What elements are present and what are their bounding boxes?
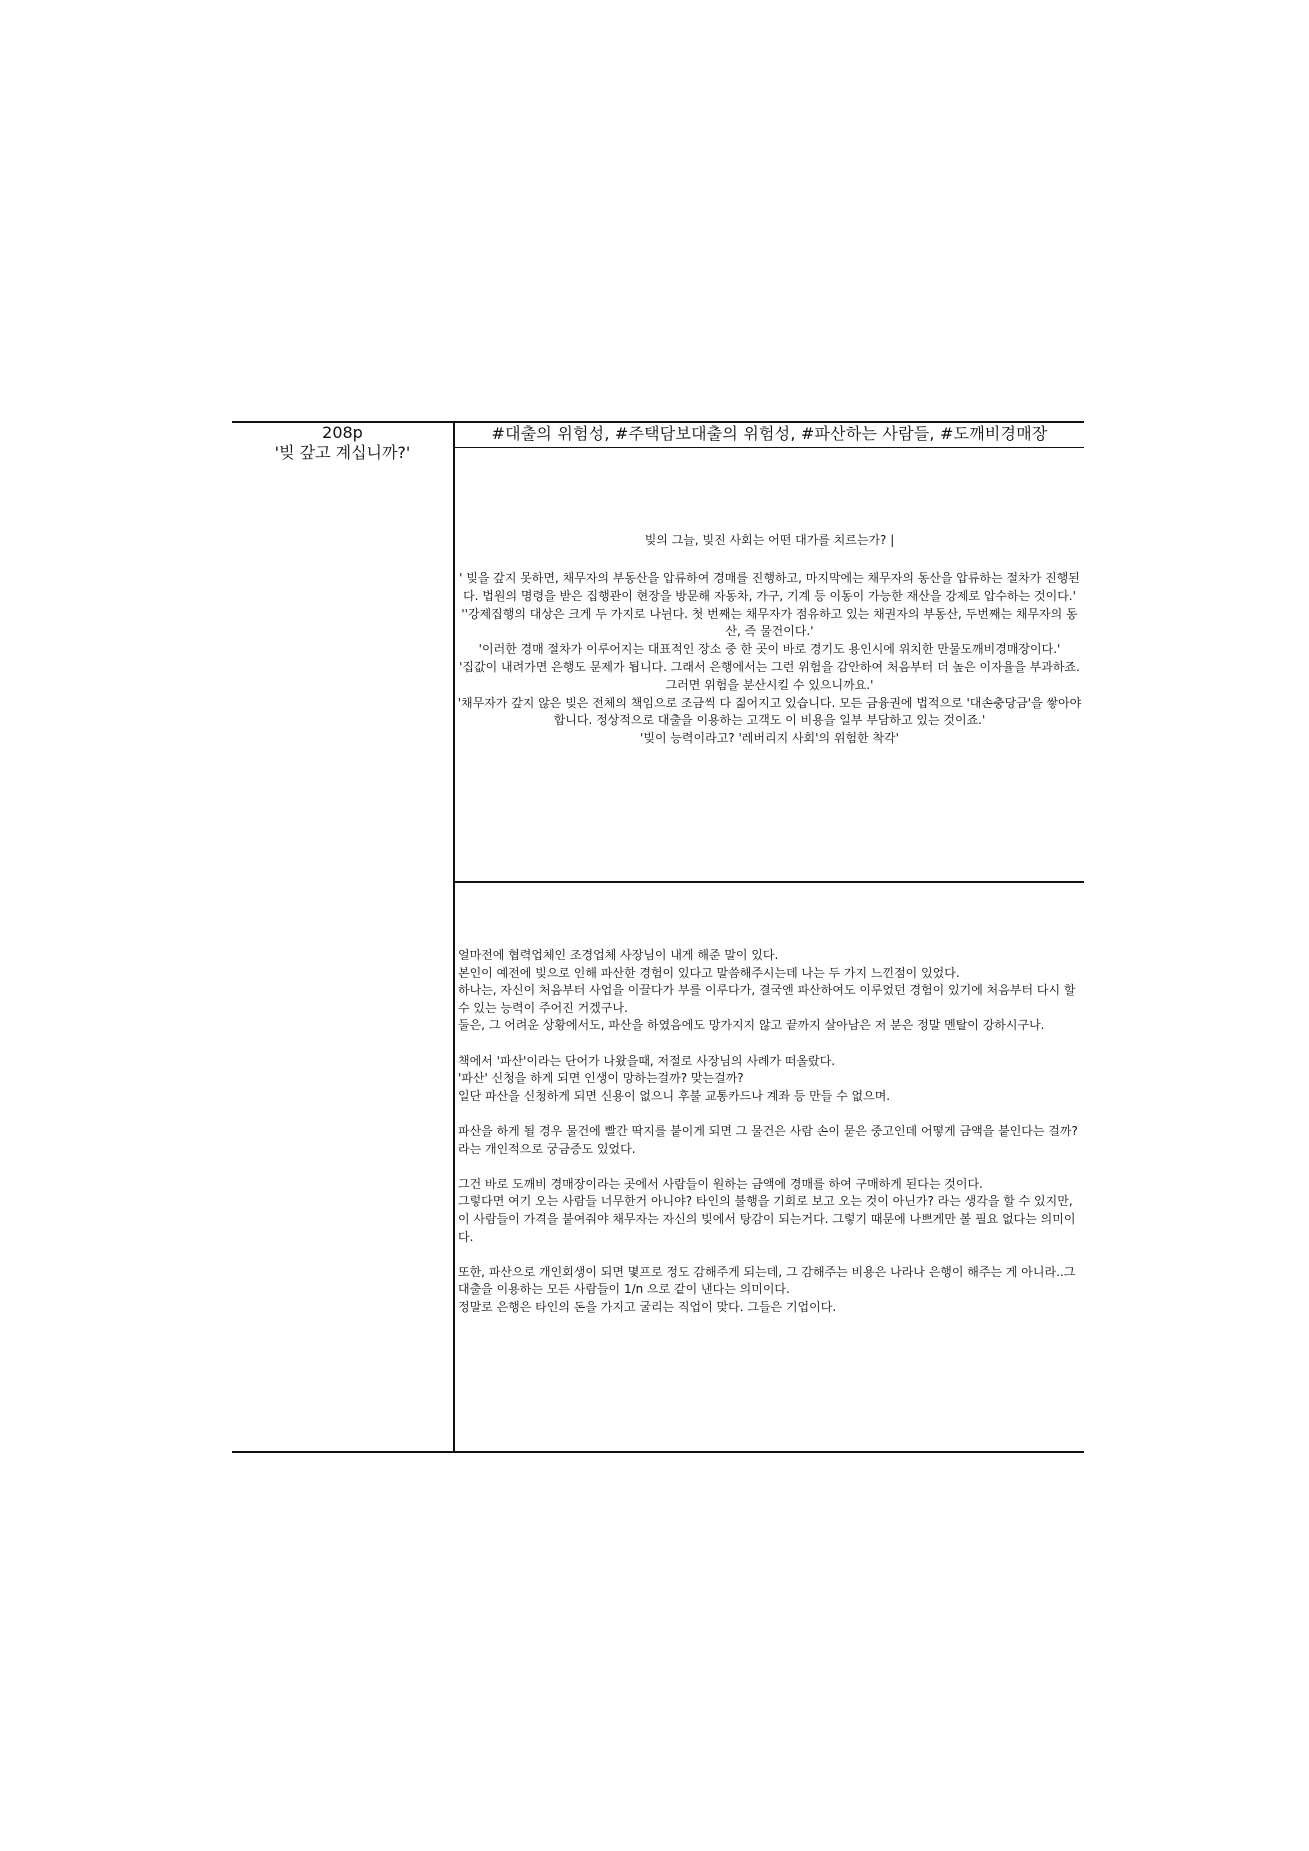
review-paragraph: 그건 바로 도깨비 경매장이라는 곳에서 사람들이 원하는 금액에 경매를 하여 구매하게 된다는 것이다. 그렇다면 여기 오는 사람들 너무한거 아니야? 타인의 불행을 기회로 보고 오는 것이 아닌가? 라는 생각을 할 수 있지만, 이 사람들이 가격을 붙여줘야 채무자는 자신의 빚에서 탕감이 되는거다. 그렇기 때문에 나쁘게만 볼 필요 없다는 의미이다. bbox=[458, 1176, 1076, 1244]
quote-item: '집값이 내려가면 은행도 문제가 됩니다. 그래서 은행에서는 그런 위험을 감안하여 처음부터 더 높은 이자율을 부과하죠. 그러면 위험을 분산시킬 수 있으니까요.' bbox=[459, 659, 1080, 692]
table-bottom-border bbox=[232, 1451, 1084, 1453]
page-number: 208p bbox=[322, 423, 363, 442]
quotes-cell bbox=[455, 448, 1084, 883]
review-paragraph: 책에서 '파산'이라는 단어가 나왔을때, 저절로 사장님의 사례가 떠올랐다. '파산' 신청을 하게 되면 인생이 망하는걸까? 맞는걸까? 일단 파산을 신청하게 되면 신용이 없으니 후불 교통카드나 계좌 등 만들 수 없으며. bbox=[458, 1053, 891, 1103]
quotes-list bbox=[457, 570, 1082, 748]
quote-item: '빚이 능력이라고? '레버리지 사회'의 위험한 착각' bbox=[640, 731, 899, 746]
chapter-title: '빚 갚고 계십니까?' bbox=[274, 443, 411, 462]
book-info-cell bbox=[232, 423, 453, 463]
quote-item: ''강제집행의 대상은 크게 두 가지로 나뉜다. 첫 번째는 채무자가 점유하고 있는 채권자의 부동산, 두번째는 채무자의 동산, 즉 물건이다.' bbox=[461, 606, 1078, 639]
quotes-heading: 빚의 그늘, 빚진 사회는 어떤 대가를 치르는가? | bbox=[644, 533, 895, 547]
review-paragraph: 또한, 파산으로 개인회생이 되면 몇프로 정도 감해주게 되는데, 그 감해주는 비용은 나라나 은행이 해주는 게 아니라..그 대출을 이용하는 모든 사람들이 1/n 으로 같이 낸다는 의미이다. 정말로 은행은 타인의 돈을 가지고 굴리는 직업이 맞다. 그들은 기업이다. bbox=[458, 1264, 1076, 1314]
quote-item: '채무자가 갚지 않은 빚은 전체의 책임으로 조금씩 다 짊어지고 있습니다. 모든 금융권에 법적으로 '대손충당금'을 쌓아야 합니다. 정상적으로 대출을 이용하는 고객도 이 비용을 일부 부담하고 있는 것이죠.' bbox=[457, 695, 1082, 728]
review-cell bbox=[455, 883, 1084, 1451]
review-paragraph: 파산을 하게 될 경우 물건에 빨간 딱지를 붙이게 되면 그 물건은 사람 손이 묻은 중고인데 어떻게 금액을 붙인다는 걸까? 라는 개인적으로 궁금증도 있었다. bbox=[458, 1123, 1078, 1156]
quote-item: ' 빚을 갚지 못하면, 채무자의 부동산을 압류하여 경매를 진행하고, 마지막에는 채무자의 동산을 압류하는 절차가 진행된다. 법원의 명령을 받은 집행관이 현장을 방문해 자동차, 가구, 기계 등 이동이 가능한 재산을 강제로 압수하는 것이다.' bbox=[459, 571, 1080, 603]
review-paragraph: 얼마전에 협력업체인 조경업체 사장님이 내게 해준 말이 있다. 본인이 예전에 빚으로 인해 파산한 경험이 있다고 말씀해주시는데 나는 두 가지 느낀점이 있었다. 하나는, 자신이 처음부터 사업을 이끌다가 부를 이루다가, 결국엔 파산하여도 이루었던 경험이 있기에 처음부터 다시 할 수 있는 능력이 주어진 거겠구나. 둘은, 그 어려운 상황에서도, 파산을 하였음에도 망가지지 않고 끝까지 살아남은 저 분은 정말 멘탈이 강하시구나. bbox=[458, 948, 1076, 1033]
hashtags: #대출의 위험성, #주택담보대출의 위험성, #파산하는 사람들, #도깨비경매장 bbox=[455, 423, 1084, 448]
review-body bbox=[458, 947, 1080, 1334]
quote-item: '이러한 경매 절차가 이루어지는 대표적인 장소 중 한 곳이 바로 경기도 용인시에 위치한 만물도깨비경매장이다.' bbox=[478, 642, 1061, 657]
reading-note-table bbox=[232, 421, 1084, 1453]
